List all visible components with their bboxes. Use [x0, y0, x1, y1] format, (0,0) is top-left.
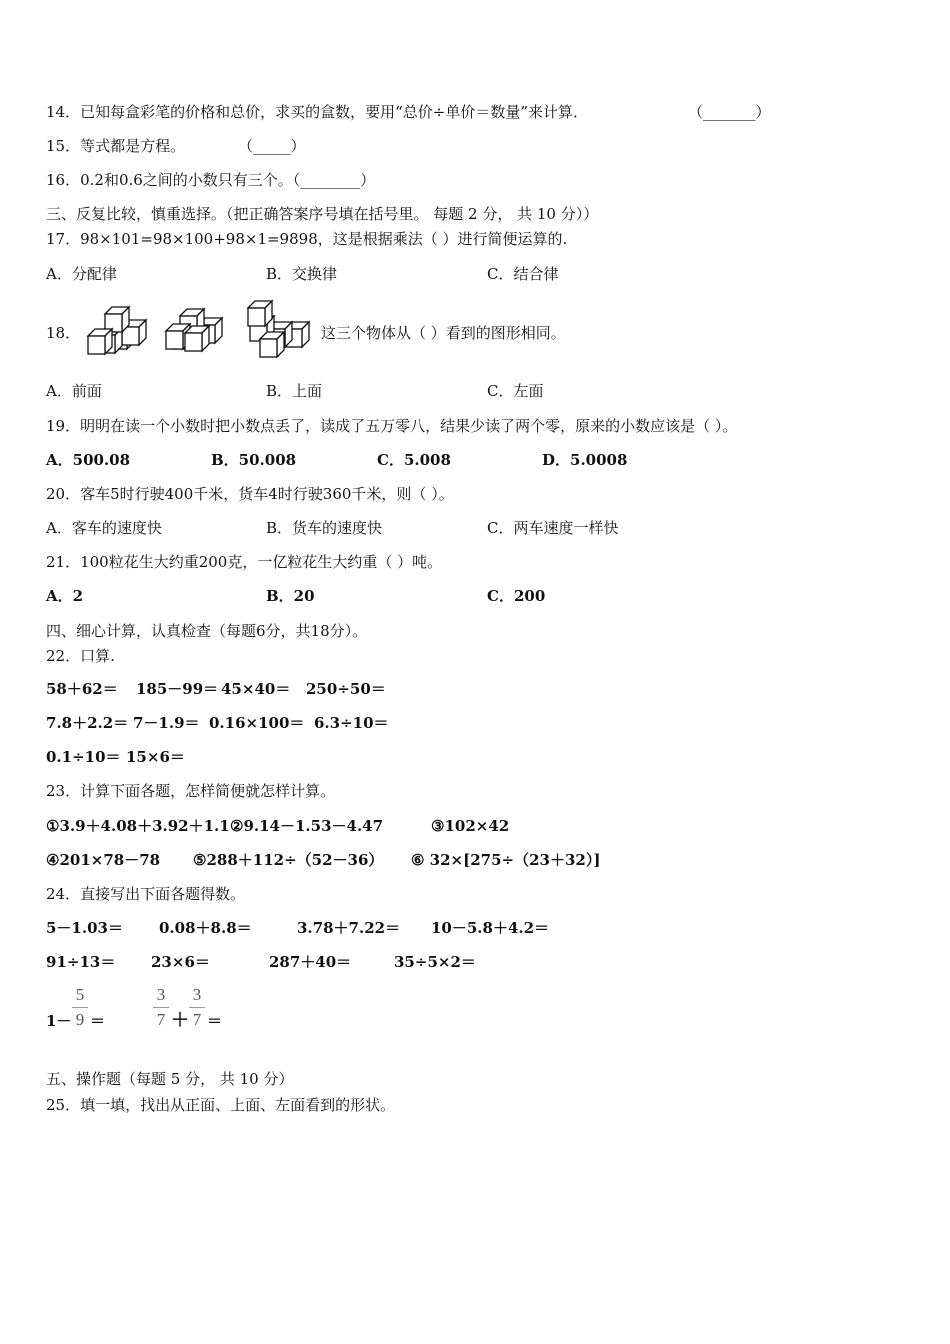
q14-text: 14．已知每盒彩笔的价格和总价，求买的盒数，要用“总价÷单价＝数量”来计算． — [46, 103, 588, 121]
q24-item: 35÷5×2＝ — [394, 953, 476, 971]
q22-item: 7－1.9＝ — [133, 714, 200, 732]
q24-fraction-a — [72, 985, 88, 1030]
q19-option-a: A．500.08 — [46, 451, 131, 469]
q24-frac-a-prefix: 1－ — [46, 1012, 72, 1030]
q17-option-c: C．结合律 — [487, 265, 559, 283]
q24-item: 287＋40＝ — [269, 953, 352, 971]
q24-item: 0.08＋8.8＝ — [159, 919, 252, 937]
fraction-numerator: 5 — [75, 985, 85, 1004]
fraction-numerator: 3 — [192, 985, 202, 1004]
q24-item: 23×6＝ — [151, 953, 210, 971]
q23-item: ②9.14－1.53－4.47 — [230, 817, 384, 835]
q24-item: 91÷13＝ — [46, 953, 116, 971]
q22-item: 7.8＋2.2＝ — [46, 714, 129, 732]
q15-blank: （_____） — [238, 137, 306, 155]
q21-option-a: A．2 — [46, 587, 84, 605]
q19-option-b: B．50.008 — [211, 451, 297, 469]
q24-item: 5－1.03＝ — [46, 919, 123, 937]
q22-item: 0.16×100＝ — [209, 714, 305, 732]
q15 — [46, 136, 185, 156]
fraction-numerator: 3 — [156, 985, 166, 1004]
q20-option-b: B．货车的速度快 — [266, 519, 383, 537]
fraction-denominator: 7 — [192, 1010, 202, 1029]
q18-figure-3 — [248, 301, 309, 357]
fraction-bar — [189, 1007, 205, 1008]
q24-fraction-b2 — [189, 985, 205, 1030]
fraction-bar — [72, 1007, 88, 1008]
q20-option-c: C．两车速度一样快 — [487, 519, 619, 537]
q24-frac-b-suffix: ＝ — [207, 1012, 223, 1030]
q22-item: 6.3÷10＝ — [314, 714, 389, 732]
q18-text: 这三个物体从（ ）看到的图形相同。 — [321, 324, 566, 342]
q21-option-c: C．200 — [487, 587, 546, 605]
q19-option-d: D．5.0008 — [542, 451, 628, 469]
q21: 21．100粒花生大约重200克，一亿粒花生大约重（ ）吨。 — [46, 553, 443, 571]
q14 — [46, 102, 588, 122]
q18-option-c: C．左面 — [487, 382, 544, 400]
q15-text: 15．等式都是方程。 — [46, 137, 186, 155]
q17: 17．98×101=98×100+98×1=9898，这是根据乘法（ ）进行简便运算的. — [46, 230, 568, 248]
q17-option-b: B．交换律 — [266, 265, 338, 283]
q24-fraction-b1 — [153, 985, 169, 1030]
q22-item: 15×6＝ — [126, 748, 185, 766]
q24-frac-a-suffix: ＝ — [90, 1012, 106, 1030]
q23-item: ①3.9＋4.08＋3.92＋1.1 — [46, 817, 230, 835]
q16: 16．0.2和0.6之间的小数只有三个。（________） — [46, 171, 376, 189]
q18-cube-figures — [80, 296, 320, 358]
q22: 22．口算. — [46, 647, 115, 665]
q23-item: ⑤288＋112÷（52－36） — [193, 851, 384, 869]
q25: 25．填一填，找出从正面、上面、左面看到的形状。 — [46, 1096, 396, 1114]
q22-item: 185－99＝ — [136, 680, 219, 698]
q24-item: 10－5.8＋4.2＝ — [431, 919, 550, 937]
q22-item: 0.1÷10＝ — [46, 748, 121, 766]
q22-item: 45×40＝ — [221, 680, 291, 698]
q24: 24．直接写出下面各题得数。 — [46, 885, 246, 903]
fraction-denominator: 9 — [75, 1010, 85, 1029]
q18-option-a: A．前面 — [46, 382, 102, 400]
q19: 19．明明在读一个小数时把小数点丢了，读成了五万零八，结果少读了两个零，原来的小数应该是（ ）。 — [46, 417, 738, 435]
q22-item: 250÷50＝ — [306, 680, 386, 698]
q23-item: ⑥ 32×[275÷（23＋32）] — [411, 851, 601, 869]
q21-option-b: B．20 — [266, 587, 315, 605]
q20: 20．客车5时行驶400千米，货车4时行驶360千米，则（ ）。 — [46, 485, 454, 503]
fraction-bar — [153, 1007, 169, 1008]
q17-option-a: A．分配律 — [46, 265, 117, 283]
q24-item: 3.78＋7.22＝ — [297, 919, 401, 937]
fraction-denominator: 7 — [156, 1010, 166, 1029]
section-5-heading: 五、操作题（每题 5 分， 共 10 分） — [46, 1070, 294, 1088]
q22-item: 58＋62＝ — [46, 680, 118, 698]
section-4-heading: 四、细心计算，认真检查（每题6分，共18分）。 — [46, 622, 368, 640]
q18-number: 18． — [46, 324, 81, 342]
q19-option-c: C．5.008 — [377, 451, 451, 469]
q23-item: ④201×78－78 — [46, 851, 161, 869]
q18-figure-2 — [166, 309, 222, 351]
q14-blank: （_______） — [688, 103, 771, 121]
q20-option-a: A．客车的速度快 — [46, 519, 162, 537]
q18-figure-1 — [88, 307, 146, 354]
q23: 23．计算下面各题，怎样简便就怎样计算。 — [46, 782, 336, 800]
section-3-heading: 三、反复比较，慎重选择。（把正确答案序号填在括号里。 每题 2 分， 共 10 分）） — [46, 205, 599, 223]
q23-item: ③102×42 — [431, 817, 510, 835]
q18-option-b: B．上面 — [266, 382, 323, 400]
q24-frac-b-op: ＋ — [171, 1010, 189, 1031]
